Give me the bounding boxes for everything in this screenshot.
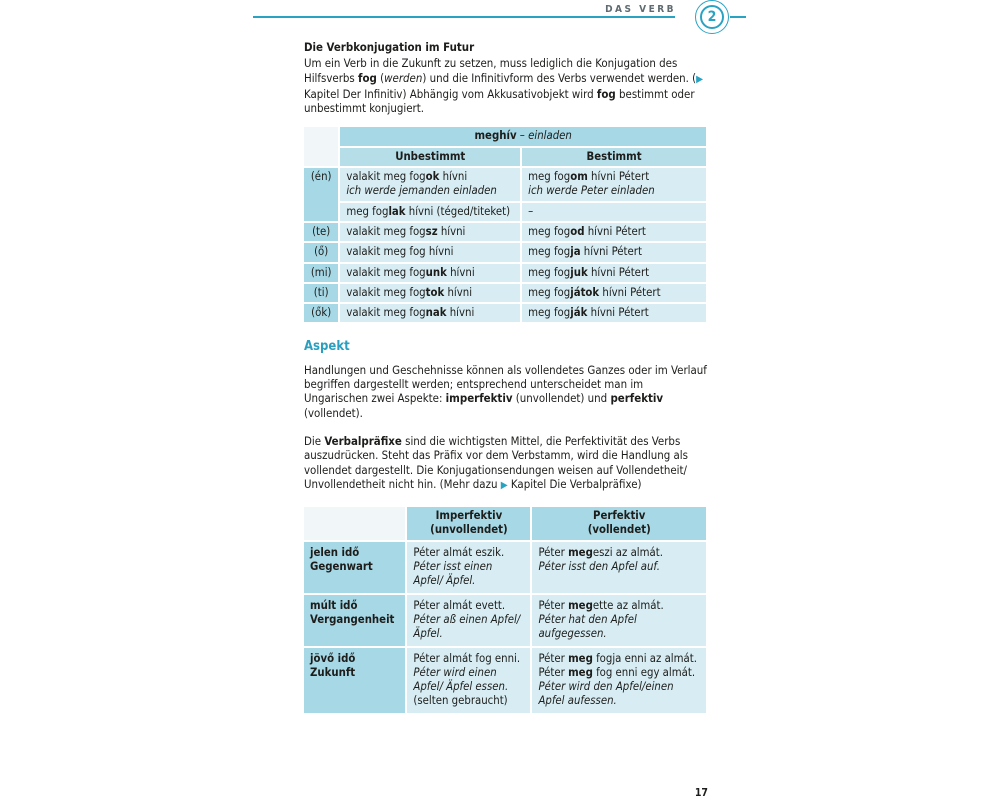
table-corner — [304, 507, 405, 540]
conj-cell-unbestimmt: valakit meg fogtok hívni — [340, 284, 520, 302]
table-row — [304, 243, 706, 261]
header-rule-right — [730, 16, 746, 18]
page-content — [304, 40, 708, 715]
conj-cell-unbestimmt: valakit meg fogunk hívni — [340, 264, 520, 282]
col-header-bestimmt: Bestimmt — [522, 148, 706, 166]
pronoun-cell: (ti) — [304, 284, 338, 302]
conj-cell-bestimmt: meg fogom hívni Pétert ich werde Peter einladen — [522, 168, 706, 201]
table-row — [304, 284, 706, 302]
col-header-imperfektiv: Imperfektiv (unvollendet) — [407, 507, 530, 540]
aspekt-table — [302, 505, 708, 715]
table-row — [304, 648, 706, 713]
pronoun-cell: (ők) — [304, 304, 338, 322]
table-row — [304, 542, 706, 593]
table-corner — [304, 127, 338, 166]
chapter-number-badge: 2 — [700, 5, 724, 29]
imperfektiv-cell: Péter almát evett. Péter aß einen Apfel/ Äpfel. — [407, 595, 530, 646]
perfektiv-cell: Péter megeszi az almát. Péter isst den Apfel auf. — [532, 542, 706, 593]
conj-cell-bestimmt: meg fogjuk hívni Pétert — [522, 264, 706, 282]
conj-cell-unbestimmt: valakit meg fog hívni — [340, 243, 520, 261]
tense-cell: múlt idő Vergangenheit — [304, 595, 405, 646]
perfektiv-cell: Péter meg fogja enni az almát. Péter meg fog enni egy almát. Péter wird den Apfel/einen Apfel aufessen. — [532, 648, 706, 713]
chapter-title: DAS VERB — [605, 4, 676, 15]
col-header-perfektiv: Perfektiv (vollendet) — [532, 507, 706, 540]
futur-intro: Um ein Verb in die Zukunft zu setzen, muss lediglich die Konjugation des Hilfsverbs fog (werden) und die Infinitivform des Verbs verwendet werden. (▶ Kapitel Der Infinitiv) Abhängig vom Akkusativobjekt wird fog bestimmt oder unbestimmt konjugiert. — [304, 56, 704, 116]
page-number: 17 — [694, 787, 708, 799]
conj-cell-unbestimmt: valakit meg fogok hívni ich werde jemanden einladen — [340, 168, 520, 201]
table-row — [304, 595, 706, 646]
pronoun-cell: (ő) — [304, 243, 338, 261]
arrow-right-icon: ▶ — [500, 479, 508, 491]
pronoun-cell: (én) — [304, 168, 338, 221]
header-rule — [253, 16, 675, 18]
conj-cell-bestimmt: – — [522, 203, 706, 221]
futur-heading: Die Verbkonjugation im Futur — [304, 40, 475, 54]
aspekt-paragraph-2: Die Verbalpräfixe sind die wichtigsten Mittel, die Perfektivität des Verbs auszudrücken. Steht das Präfix vor dem Verbstamm, wird die Handlung als vollendet dargestellt. Die Konjugationsendungen weisen auf Vollendetheit/ Unvollendetheit nicht hin. (Mehr dazu ▶ Kapitel Die Verbalpräfixe) — [304, 433, 688, 491]
pronoun-cell: (mi) — [304, 264, 338, 282]
conj-cell-bestimmt: meg fogod hívni Pétert — [522, 223, 706, 241]
tense-cell: jövő idő Zukunft — [304, 648, 405, 713]
aspekt-paragraph-1: Handlungen und Geschehnisse können als vollendetes Ganzes oder im Verlauf begriffen dargestellt werden; entsprechend unterscheidet man im Ungarischen zwei Aspekte: imperfektiv (unvollendet) und perfektiv (vollendet). — [304, 362, 707, 420]
imperfektiv-cell: Péter almát fog enni. Péter wird einen Apfel/ Äpfel essen. (selten gebraucht) — [407, 648, 530, 713]
conj-cell-unbestimmt: valakit meg fognak hívni — [340, 304, 520, 322]
conj-cell-bestimmt: meg fogja hívni Pétert — [522, 243, 706, 261]
tense-cell: jelen idő Gegenwart — [304, 542, 405, 593]
pronoun-cell: (te) — [304, 223, 338, 241]
conj-cell-bestimmt: meg fogjátok hívni Pétert — [522, 284, 706, 302]
table-row — [304, 264, 706, 282]
verb-header: meghív – einladen — [340, 127, 706, 145]
perfektiv-cell: Péter megette az almát. Péter hat den Apfel aufgegessen. — [532, 595, 706, 646]
imperfektiv-cell: Péter almát eszik. Péter isst einen Apfel/ Äpfel. — [407, 542, 530, 593]
futur-conjugation-table — [302, 125, 708, 324]
table-row — [304, 223, 706, 241]
conj-cell-bestimmt: meg fogják hívni Pétert — [522, 304, 706, 322]
aspekt-heading: Aspekt — [304, 339, 350, 355]
table-row — [304, 304, 706, 322]
arrow-right-icon: ▶ — [696, 73, 704, 85]
conj-cell-unbestimmt: valakit meg fogsz hívni — [340, 223, 520, 241]
col-header-unbestimmt: Unbestimmt — [340, 148, 520, 166]
conj-cell-unbestimmt: meg foglak hívni (téged/titeket) — [340, 203, 520, 221]
